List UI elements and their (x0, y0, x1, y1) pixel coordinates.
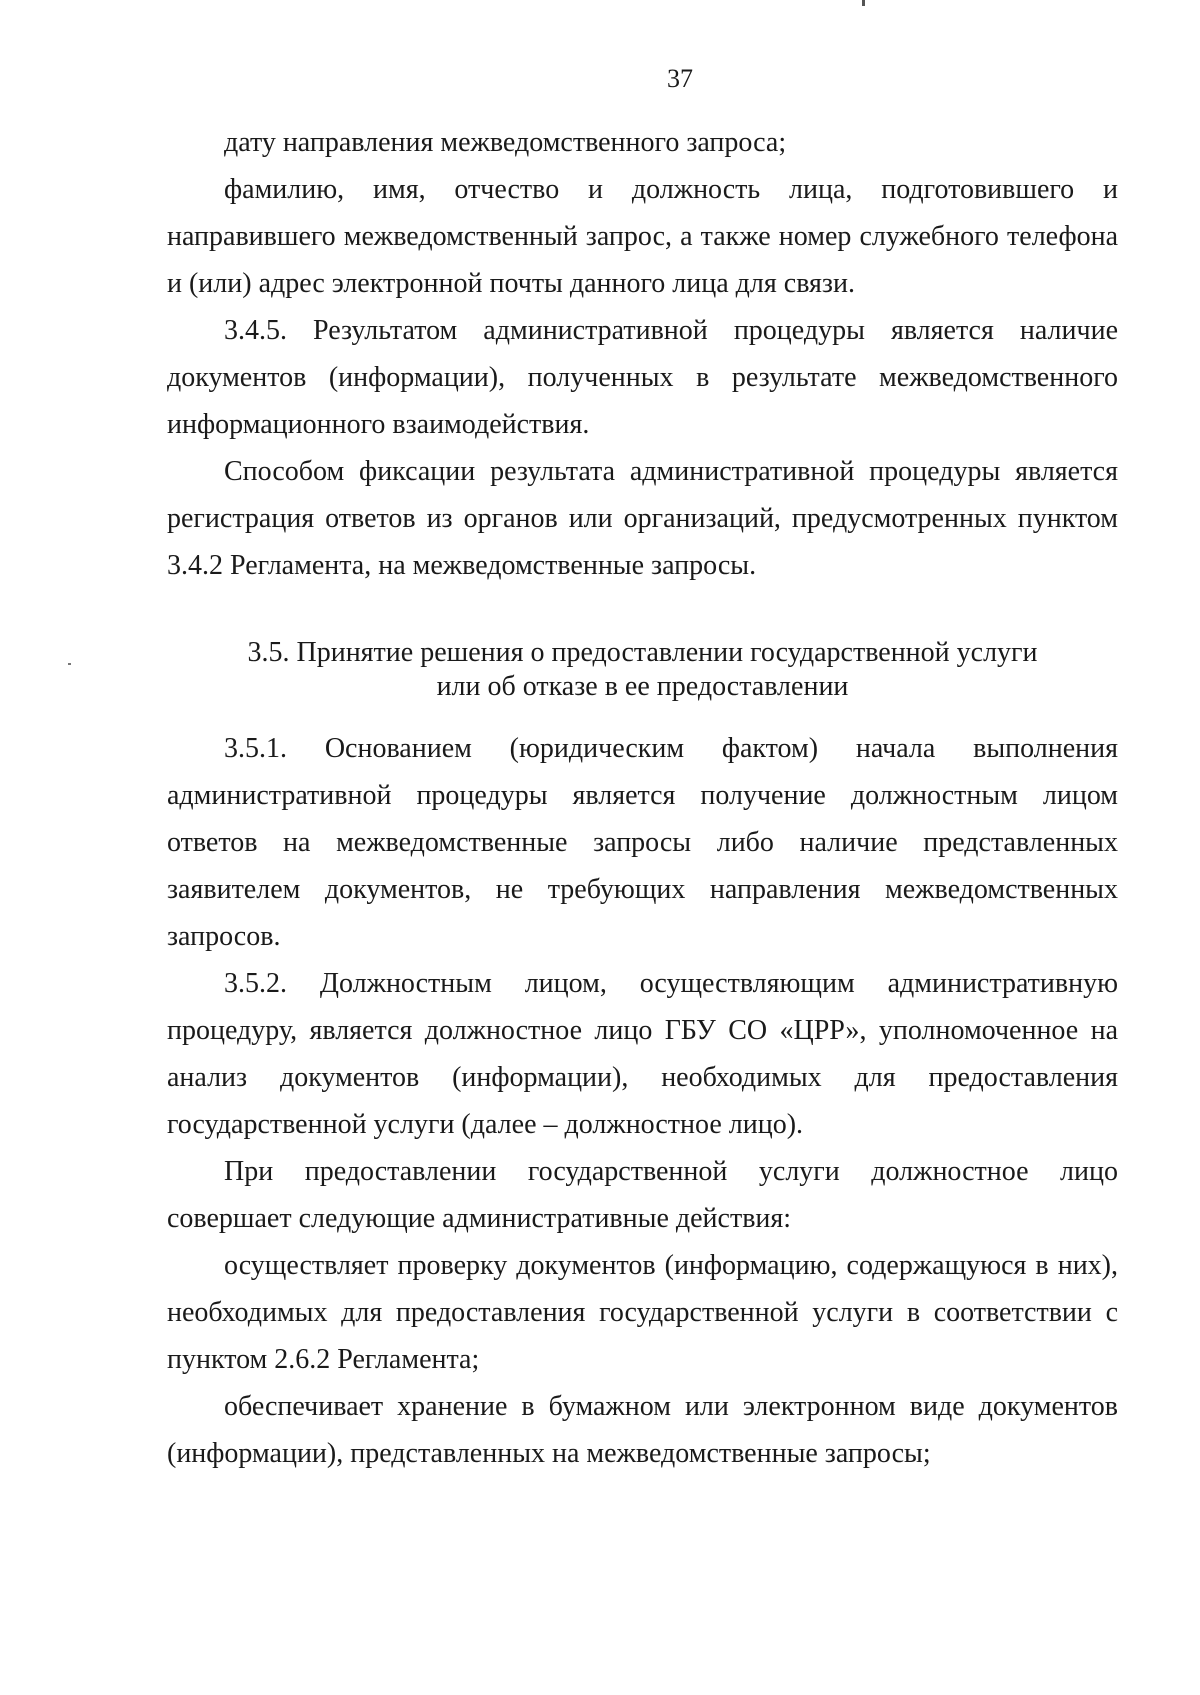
section-heading-line-1: 3.5. Принятие решения о предоставлении государственной услуги (247, 637, 1038, 668)
page-number: 37 (667, 64, 693, 93)
section-heading-line-2: или об отказе в ее предоставлении (436, 671, 849, 702)
paragraph-3-5-2: 3.5.2. Должностным лицом, осуществляющим административную процедуру, является должностное лицо ГБУ СО «ЦРР», уполномоченное на анализ документов (информации), необходимых для предоставления государственной услуги (далее – должностное лицо). (167, 968, 1118, 1140)
paragraph-document-check: осуществляет проверку документов (информацию, содержащуюся в них), необходимых для предоставления государственной услуги в соответствии с пунктом 2.6.2 Регламента; (167, 1250, 1118, 1375)
document-body (167, 119, 1118, 1477)
paragraph-request-date: дату направления межведомственного запроса; (224, 127, 787, 158)
paragraph-fixation-method: Способом фиксации результата административной процедуры является регистрация ответов из органов или организаций, предусмотренных пунктом 3.4.2 Регламента, на межведомственные запросы. (167, 456, 1118, 581)
paragraph-official-details: фамилию, имя, отчество и должность лица, подготовившего и направившего межведомственный запрос, а также номер служебного телефона и (или) адрес электронной почты данного лица для связи. (167, 174, 1118, 299)
section-heading-3-5 (167, 636, 1118, 725)
paragraph-3-4-5: 3.4.5. Результатом административной процедуры является наличие документов (информации), полученных в результате межведомственного информационного взаимодействия. (167, 315, 1118, 440)
paragraph-storage: обеспечивает хранение в бумажном или электронном виде документов (информации), представленных на межведомственные запросы; (167, 1391, 1118, 1469)
scan-speck (68, 663, 71, 665)
scan-mark (862, 0, 865, 6)
paragraph-3-5-1: 3.5.1. Основанием (юридическим фактом) начала выполнения административной процедуры является получение должностным лицом ответов на межведомственные запросы либо наличие представленных заявителем документов, не требующих направления межведомственных запросов. (167, 733, 1118, 952)
paragraph-admin-actions-intro: При предоставлении государственной услуги должностное лицо совершает следующие административные действия: (167, 1156, 1118, 1234)
